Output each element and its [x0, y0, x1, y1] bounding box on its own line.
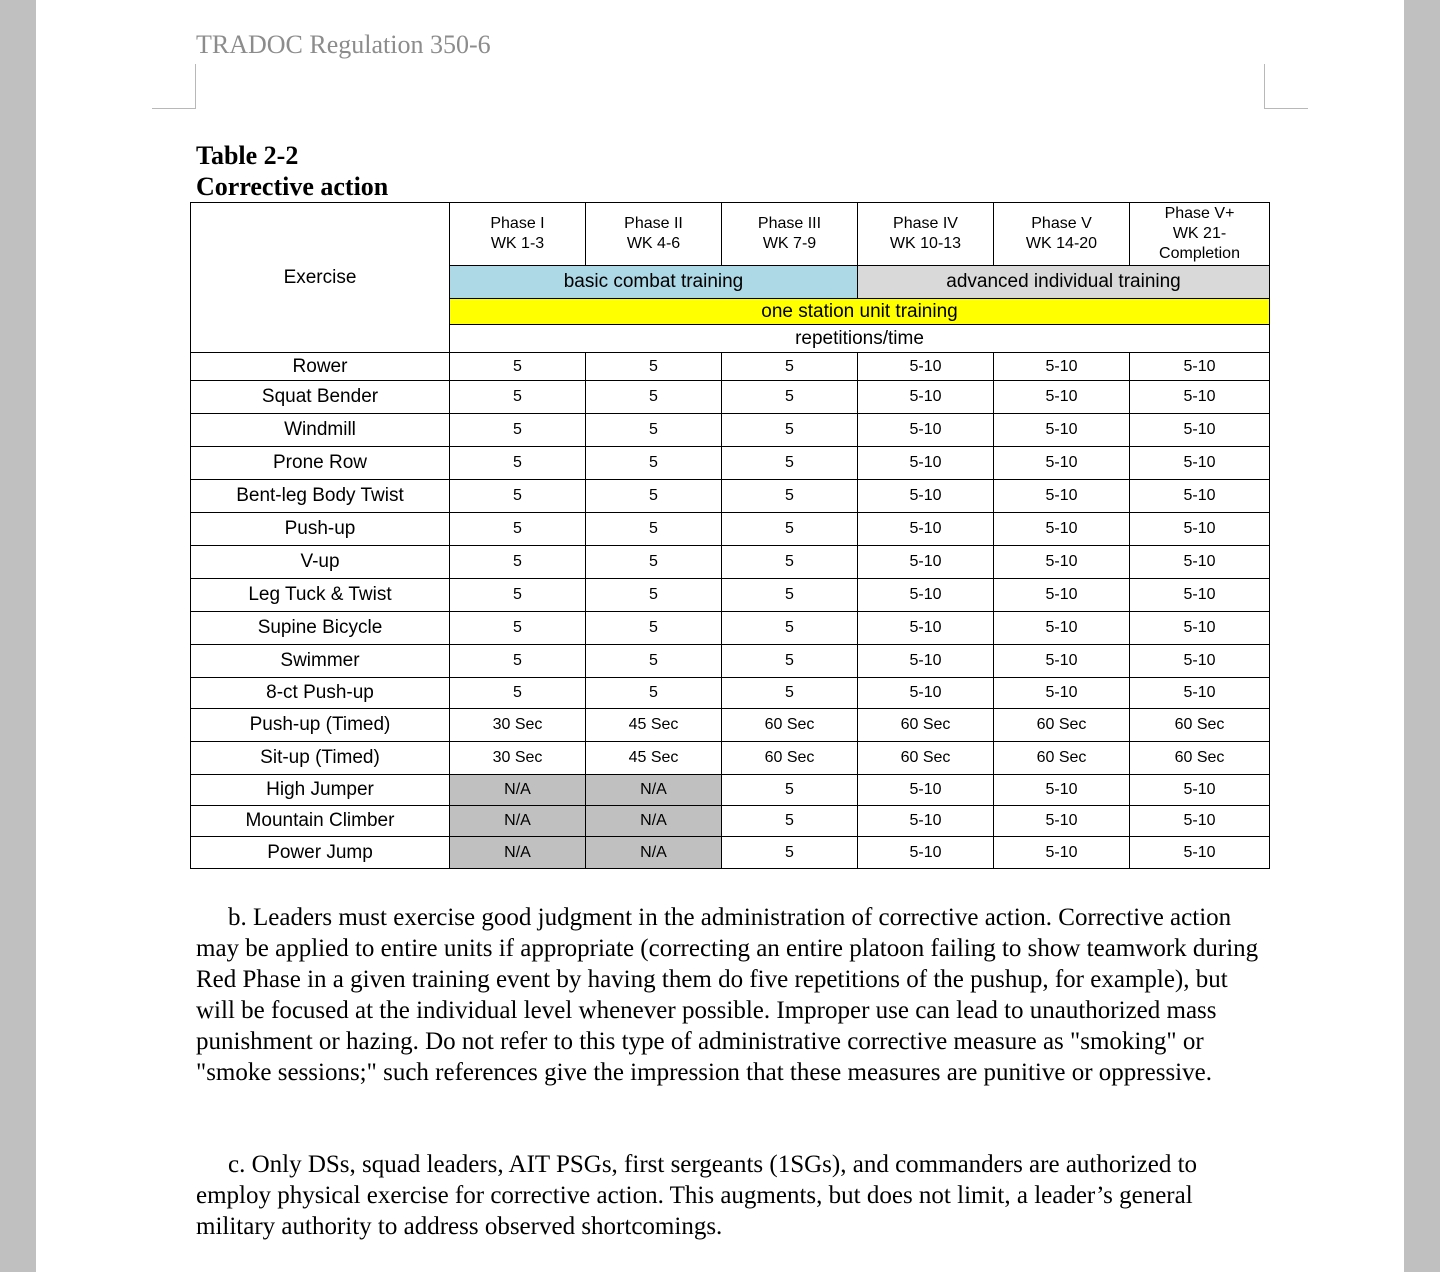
exercise-name-cell: Rower: [191, 353, 450, 381]
value-cell: 5-10: [1130, 414, 1270, 447]
table-row: [191, 709, 1270, 742]
value-cell: 5: [722, 645, 858, 678]
value-cell: 5-10: [1130, 353, 1270, 381]
value-cell: 5-10: [994, 353, 1130, 381]
value-cell: N/A: [450, 806, 586, 837]
table-row: [191, 579, 1270, 612]
value-cell: N/A: [586, 806, 722, 837]
value-cell: 5-10: [1130, 546, 1270, 579]
value-cell: 5: [586, 381, 722, 414]
exercise-name-cell: 8-ct Push-up: [191, 678, 450, 709]
value-cell: 5: [450, 579, 586, 612]
value-cell: 5-10: [858, 612, 994, 645]
value-cell: 5: [586, 353, 722, 381]
phase-header-5: Phase V WK 14-20: [994, 203, 1130, 266]
table-row: [191, 837, 1270, 869]
value-cell: 5-10: [858, 353, 994, 381]
exercise-name-cell: Swimmer: [191, 645, 450, 678]
value-cell: 5: [450, 678, 586, 709]
crop-mark-top-right-v: [1264, 64, 1265, 109]
value-cell: 60 Sec: [994, 709, 1130, 742]
unit-label-row: repetitions/time: [450, 325, 1270, 353]
table-row: [191, 480, 1270, 513]
value-cell: 5-10: [994, 645, 1130, 678]
paragraph-b: b. Leaders must exercise good judgment in the administration of corrective action. Corrective action may be applied to entire units if appropriate (correcting an entire platoon failing to show teamwork during Red Phase in a given training event by having them do five repetitions of the pushup, for example), but will be focused at the individual level whenever possible. Improper use can lead to unauthorized mass punishment or hazing. Do not refer to this type of administrative corrective measure as "smoking" or "smoke sessions;" such references give the impression that these measures are punitive or oppressive.: [196, 904, 1259, 1086]
value-cell: 5-10: [858, 480, 994, 513]
value-cell: 5: [586, 513, 722, 546]
exercise-name-cell: Power Jump: [191, 837, 450, 869]
paragraph-c: c. Only DSs, squad leaders, AIT PSGs, first sergeants (1SGs), and commanders are authorized to employ physical exercise for corrective action. This augments, but does not limit, a leader’s general military authority to address observed shortcomings.: [196, 1151, 1198, 1240]
table-row: [191, 612, 1270, 645]
table-number: Table 2-2: [196, 141, 299, 170]
value-cell: 5-10: [858, 513, 994, 546]
table-row: [191, 447, 1270, 480]
value-cell: 45 Sec: [586, 709, 722, 742]
table-row: [191, 546, 1270, 579]
value-cell: 5: [722, 579, 858, 612]
value-cell: 5-10: [994, 612, 1130, 645]
value-cell: 5: [722, 546, 858, 579]
table-row: [191, 414, 1270, 447]
value-cell: 5-10: [1130, 806, 1270, 837]
value-cell: 5-10: [858, 645, 994, 678]
value-cell: 5: [722, 353, 858, 381]
value-cell: 5-10: [858, 414, 994, 447]
osut-band: one station unit training: [450, 299, 1270, 325]
value-cell: 5: [586, 645, 722, 678]
exercise-name-cell: Supine Bicycle: [191, 612, 450, 645]
value-cell: 5-10: [994, 381, 1130, 414]
value-cell: 5: [450, 612, 586, 645]
document-page: [36, 0, 1404, 1272]
table-row: [191, 381, 1270, 414]
value-cell: 5-10: [1130, 480, 1270, 513]
crop-mark-top-left-v: [195, 64, 196, 109]
value-cell: 5-10: [994, 546, 1130, 579]
phase-header-1: Phase I WK 1-3: [450, 203, 586, 266]
value-cell: 5-10: [1130, 447, 1270, 480]
value-cell: 60 Sec: [722, 709, 858, 742]
value-cell: 60 Sec: [994, 742, 1130, 775]
ait-band: advanced individual training: [858, 266, 1270, 299]
value-cell: 5-10: [1130, 579, 1270, 612]
value-cell: 60 Sec: [1130, 742, 1270, 775]
value-cell: 5: [586, 546, 722, 579]
table-row: [191, 806, 1270, 837]
value-cell: 5: [450, 546, 586, 579]
value-cell: N/A: [450, 837, 586, 869]
value-cell: 5-10: [1130, 381, 1270, 414]
exercise-name-cell: Push-up: [191, 513, 450, 546]
value-cell: N/A: [450, 775, 586, 806]
value-cell: 60 Sec: [1130, 709, 1270, 742]
value-cell: 60 Sec: [858, 709, 994, 742]
value-cell: 60 Sec: [722, 742, 858, 775]
phase-header-6: Phase V+ WK 21- Completion: [1130, 203, 1270, 266]
value-cell: N/A: [586, 837, 722, 869]
value-cell: 5-10: [994, 678, 1130, 709]
phase-header-2: Phase II WK 4-6: [586, 203, 722, 266]
value-cell: 5: [586, 480, 722, 513]
value-cell: 5-10: [994, 837, 1130, 869]
value-cell: 30 Sec: [450, 709, 586, 742]
value-cell: 5-10: [858, 579, 994, 612]
value-cell: 5: [722, 414, 858, 447]
value-cell: 5: [450, 414, 586, 447]
corrective-action-table: [190, 202, 1270, 869]
table-row: [191, 742, 1270, 775]
exercise-name-cell: Prone Row: [191, 447, 450, 480]
value-cell: 5: [722, 381, 858, 414]
value-cell: 5: [450, 447, 586, 480]
value-cell: 5: [450, 353, 586, 381]
running-header: TRADOC Regulation 350-6: [196, 30, 491, 59]
value-cell: 5-10: [858, 381, 994, 414]
value-cell: 5: [722, 837, 858, 869]
table-row: [191, 353, 1270, 381]
value-cell: 5-10: [994, 513, 1130, 546]
value-cell: 45 Sec: [586, 742, 722, 775]
table-row: [191, 513, 1270, 546]
value-cell: 5: [722, 480, 858, 513]
value-cell: 5-10: [1130, 513, 1270, 546]
value-cell: 5-10: [1130, 612, 1270, 645]
exercise-name-cell: High Jumper: [191, 775, 450, 806]
exercise-name-cell: Windmill: [191, 414, 450, 447]
value-cell: 5: [722, 447, 858, 480]
value-cell: 5: [586, 414, 722, 447]
value-cell: 5: [722, 678, 858, 709]
value-cell: 5: [450, 645, 586, 678]
phase-header-4: Phase IV WK 10-13: [858, 203, 994, 266]
value-cell: 5: [586, 612, 722, 645]
value-cell: 5: [586, 579, 722, 612]
value-cell: 5-10: [858, 806, 994, 837]
value-cell: 5: [450, 513, 586, 546]
crop-mark-top-right-h: [1264, 108, 1308, 109]
value-cell: 5-10: [858, 775, 994, 806]
value-cell: 5: [722, 775, 858, 806]
exercise-name-cell: Leg Tuck & Twist: [191, 579, 450, 612]
exercise-name-cell: Squat Bender: [191, 381, 450, 414]
crop-mark-top-left-h: [152, 108, 196, 109]
value-cell: 5: [586, 447, 722, 480]
table-row: [191, 678, 1270, 709]
value-cell: 5-10: [1130, 775, 1270, 806]
exercise-column-header: Exercise: [191, 203, 450, 353]
value-cell: 5-10: [858, 447, 994, 480]
value-cell: 5: [722, 612, 858, 645]
value-cell: 5-10: [1130, 837, 1270, 869]
value-cell: 5-10: [994, 414, 1130, 447]
exercise-name-cell: Mountain Climber: [191, 806, 450, 837]
table-title: [196, 140, 388, 202]
value-cell: 5: [722, 513, 858, 546]
bct-band: basic combat training: [450, 266, 858, 299]
exercise-name-cell: Bent-leg Body Twist: [191, 480, 450, 513]
value-cell: 30 Sec: [450, 742, 586, 775]
value-cell: 5-10: [994, 579, 1130, 612]
value-cell: 5-10: [994, 775, 1130, 806]
exercise-name-cell: V-up: [191, 546, 450, 579]
value-cell: 5-10: [858, 546, 994, 579]
value-cell: 5-10: [1130, 678, 1270, 709]
table-caption: Corrective action: [196, 172, 389, 201]
value-cell: 5-10: [1130, 645, 1270, 678]
table-row: [191, 645, 1270, 678]
exercise-name-cell: Sit-up (Timed): [191, 742, 450, 775]
value-cell: 5: [722, 806, 858, 837]
phase-header-3: Phase III WK 7-9: [722, 203, 858, 266]
value-cell: 5-10: [994, 447, 1130, 480]
value-cell: 5-10: [858, 837, 994, 869]
value-cell: 5-10: [994, 480, 1130, 513]
value-cell: 60 Sec: [858, 742, 994, 775]
table-row: [191, 775, 1270, 806]
value-cell: 5: [450, 381, 586, 414]
value-cell: 5-10: [994, 806, 1130, 837]
exercise-name-cell: Push-up (Timed): [191, 709, 450, 742]
value-cell: N/A: [586, 775, 722, 806]
value-cell: 5: [586, 678, 722, 709]
value-cell: 5: [450, 480, 586, 513]
value-cell: 5-10: [858, 678, 994, 709]
